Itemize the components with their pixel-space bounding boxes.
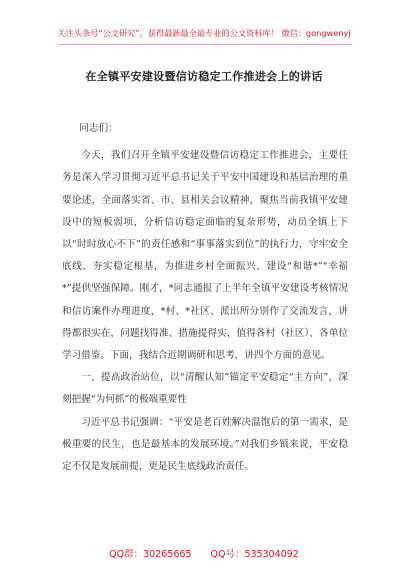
body-paragraph: 今天，我们召开全镇平安建设暨信访稳定工作推进会，主要任务是深入学习贯彻习近平总书记关于平安中国建设和基层治理的重要论述，全面落实省、市、县相关会议精神，聚焦当前我镇平安建设中的短板弱项，分析信访稳定面临的复杂形势，动员全镇上下以“时时放心不下”的责任感和“事事落实到位”的执行力，守牢安全底线、夯实稳定根基，为推进乡村全面振兴、建设“和谐*”“幸福*”提供坚强保障。刚才，*同志通报了上半年全镇平安建设考核情况和信访案件办理进度，*村、*社区、派出所分别作了交流发言，讲得都很实在，问题找得准、措施提得实，值得各村（社区）、各单位学习借鉴。下面，我结合近期调研和思考，讲四个方面的意见。 (62, 150, 348, 362)
body-paragraph: 习近平总书记强调：“平安是老百姓解决温饱后的第一需求，是极重要的民生，也是最基本的发展环境。”对我们乡镇来说，平安稳定不仅是发展前提，更是民生底线政治责任。 (62, 416, 348, 473)
document-title: 在全镇平安建设暨信访稳定工作推进会上的讲话 (85, 70, 323, 83)
qq-number: QQ号：535304092 (210, 549, 299, 560)
promo-header: 关注头条号“公文研究”，获得最新最全最专业的公文资料库！ 微信：gongwenyj (57, 28, 351, 38)
document-body (62, 118, 348, 478)
qq-group: QQ群：30265665 (109, 549, 192, 560)
header-divider (58, 44, 352, 45)
footer-contact (0, 546, 408, 560)
salutation: 同志们： (79, 123, 118, 134)
section-heading: 一、提高政治站位，以“清醒认知”锚定平安稳定“主方向”，深刻把握“为何抓”的极端重要性 (62, 372, 348, 406)
